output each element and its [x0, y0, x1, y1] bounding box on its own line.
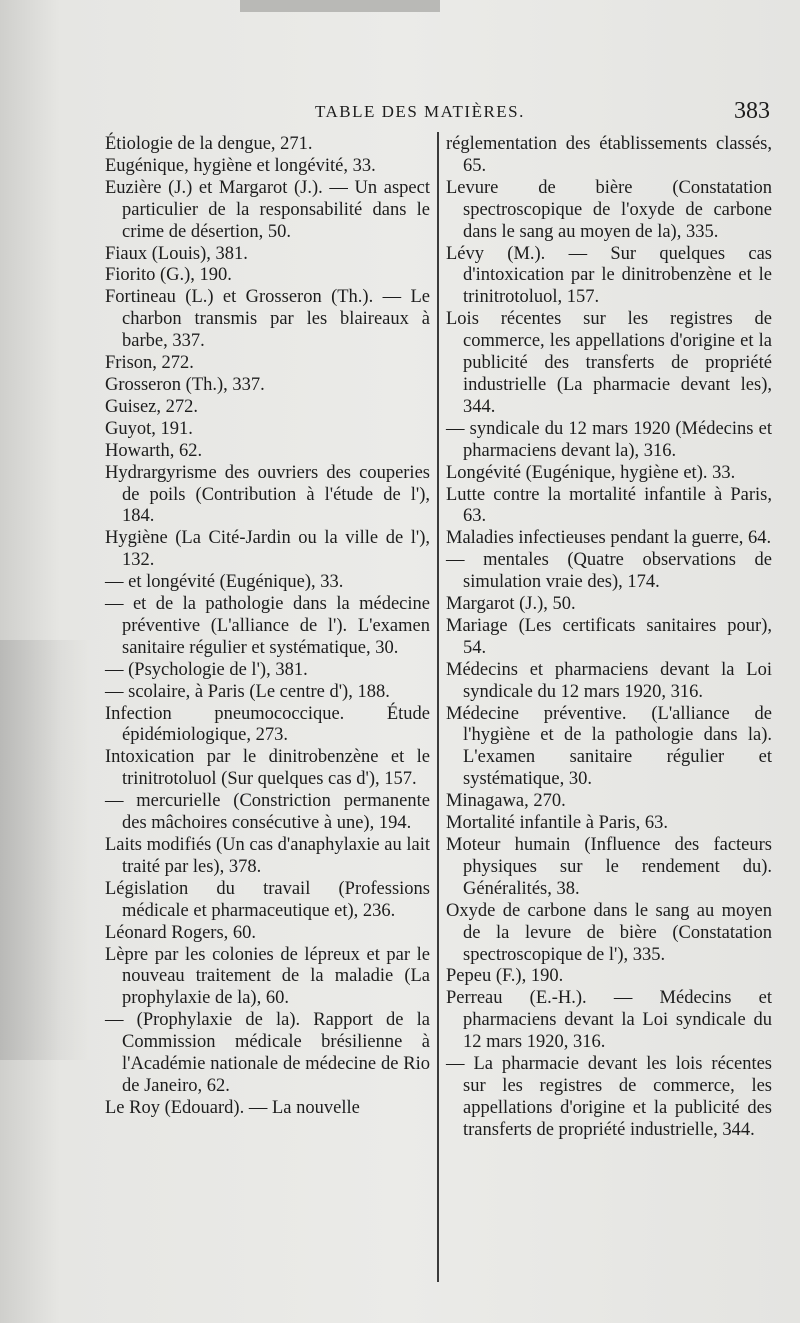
- index-entry: Hygiène (La Cité-Jardin ou la ville de l'), 132.: [105, 528, 430, 571]
- index-entry: Longévité (Eugénique, hygiène et). 33.: [446, 462, 736, 483]
- running-title: TABLE DES MATIÈRES.: [315, 102, 525, 121]
- index-entry: Médecins et pharmaciens devant la Loi syndicale du 12 mars 1920, 316.: [446, 659, 772, 702]
- index-entry: Euzière (J.) et Margarot (J.). — Un aspect particulier de la responsabilité dans le crime de désertion, 50.: [105, 177, 430, 242]
- index-entry: — (Psychologie de l'), 381.: [105, 659, 308, 680]
- column-divider: [437, 132, 439, 1282]
- index-entry: Levure de bière (Constatation spectroscopique de l'oxyde de carbone dans le sang au moyen de la), 335.: [446, 177, 772, 242]
- index-entry: Léonard Rogers, 60.: [105, 922, 257, 943]
- index-entry: Infection pneumococcique. Étude épidémiologique, 273.: [105, 703, 430, 746]
- index-entry: Lutte contre la mortalité infantile à Paris, 63.: [446, 484, 772, 527]
- index-entry: réglementation des établissements classés, 65.: [446, 134, 772, 176]
- index-entry: Mortalité infantile à Paris, 63.: [446, 813, 668, 834]
- index-entry: Guisez, 272.: [105, 396, 198, 417]
- index-entry: Mariage (Les certificats sanitaires pour), 54.: [446, 615, 772, 658]
- index-entry: — syndicale du 12 mars 1920 (Médecins et pharmaciens devant la), 316.: [446, 418, 772, 461]
- index-entry: — et longévité (Eugénique), 33.: [105, 572, 344, 593]
- index-entry: — La pharmacie devant les lois récentes sur les registres de commerce, les appellations d'origine et la publicité des transferts de propriété industrielle, 344.: [446, 1054, 772, 1140]
- index-entry: — (Prophylaxie de la). Rapport de la Commission médicale brésilienne à l'Académie nationale de médecine de Rio de Janeiro, 62.: [105, 1010, 430, 1096]
- index-entry: Lévy (M.). — Sur quelques cas d'intoxication par le dinitrobenzène et le trinitrotoluol, 157.: [446, 243, 772, 308]
- index-entry: Fiorito (G.), 190.: [105, 265, 232, 286]
- index-entry: Margarot (J.), 50.: [446, 594, 576, 615]
- index-entry: Législation du travail (Professions médicale et pharmaceutique et), 236.: [105, 878, 430, 921]
- index-entry: — mercurielle (Constriction permanente des mâchoires consécutive à une), 194.: [105, 791, 430, 834]
- index-entry: — mentales (Quatre observations de simulation vraie des), 174.: [446, 550, 772, 593]
- index-entry: Eugénique, hygiène et longévité, 33.: [105, 155, 376, 176]
- index-entry: Intoxication par le dinitrobenzène et le trinitrotoluol (Sur quelques cas d'), 157.: [105, 747, 430, 790]
- index-entry: Oxyde de carbone dans le sang au moyen de la levure de bière (Constatation spectroscopique de l'), 335.: [446, 900, 772, 965]
- index-entry: Laits modifiés (Un cas d'anaphylaxie au lait traité par les), 378.: [105, 835, 430, 877]
- index-entry: — et de la pathologie dans la médecine préventive (L'alliance de l'). L'examen sanitaire régulier et systématique, 30.: [105, 594, 430, 658]
- page-number: 383: [734, 98, 770, 124]
- index-entry: Fiaux (Louis), 381.: [105, 243, 248, 264]
- index-entry: Perreau (E.-H.). — Médecins et pharmaciens devant la Loi syndicale du 12 mars 1920, 316.: [446, 988, 772, 1053]
- index-entry: Pepeu (F.), 190.: [446, 966, 564, 987]
- index-entry: Fortineau (L.) et Grosseron (Th.). — Le charbon transmis par les blaireaux à barbe, 337.: [105, 287, 430, 352]
- index-entry: Étiologie de la dengue, 271.: [105, 134, 313, 154]
- binding-shadow: [0, 640, 90, 1060]
- paper-edge: [240, 0, 440, 12]
- index-entry: — scolaire, à Paris (Le centre d'), 188.: [105, 681, 390, 702]
- index-entry: Frison, 272.: [105, 353, 194, 374]
- index-column-left: [105, 134, 430, 1120]
- index-column-right: [446, 134, 772, 1142]
- index-entry: Moteur humain (Influence des facteurs physiques sur le rendement du). Généralités, 38.: [446, 835, 772, 899]
- index-entry: Maladies infectieuses pendant la guerre, 64.: [446, 528, 772, 549]
- index-entry: Guyot, 191.: [105, 418, 193, 439]
- index-entry: Lèpre par les colonies de lépreux et par le nouveau traitement de la maladie (La prophylaxie de la), 60.: [105, 944, 430, 1009]
- index-entry: Hydrargyrisme des ouvriers des couperies de poils (Contribution à l'étude de l'), 184.: [105, 462, 430, 527]
- index-entry: Lois récentes sur les registres de commerce, les appellations d'origine et la publicité des transferts de propriété industrielle (La pharmacie devant les), 344.: [446, 309, 772, 417]
- index-entry: Le Roy (Edouard). — La nouvelle: [105, 1097, 360, 1118]
- index-entry: Médecine préventive. (L'alliance de l'hygiène et de la pathologie dans la). L'examen sanitaire régulier et systématique, 30.: [446, 703, 772, 790]
- index-entry: Howarth, 62.: [105, 440, 203, 461]
- page-header: [100, 98, 770, 130]
- index-entry: Minagawa, 270.: [446, 791, 566, 812]
- index-entry: Grosseron (Th.), 337.: [105, 374, 265, 395]
